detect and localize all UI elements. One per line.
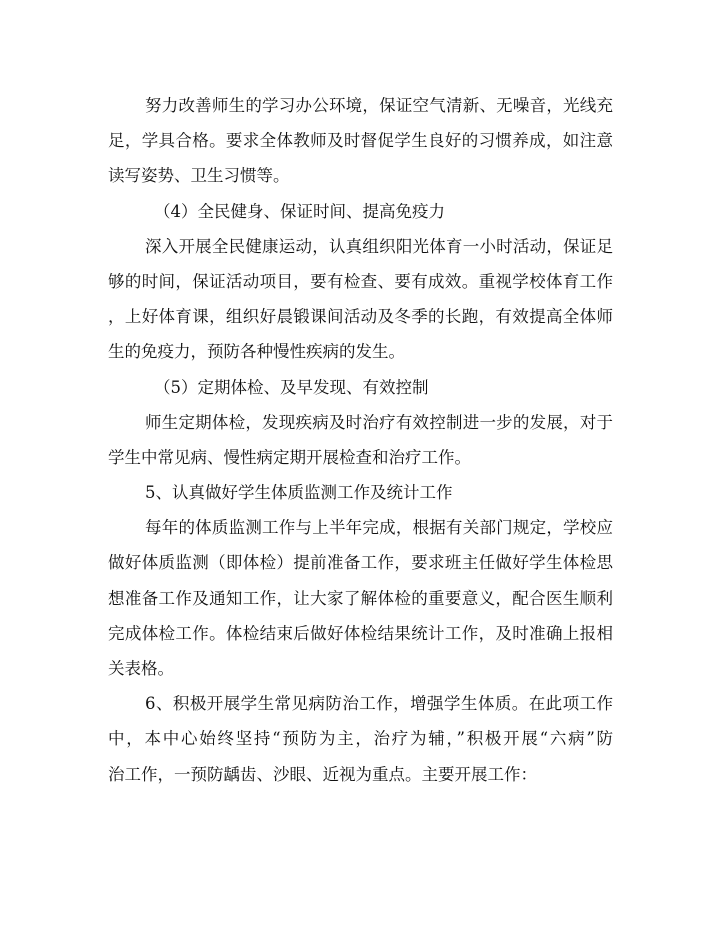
paragraph-fitness: [108, 229, 613, 370]
paragraph-disease-prevention: [108, 686, 613, 792]
heading-monitoring: [108, 475, 613, 510]
text-line: 想准备工作及通知工作，让大家了解体检的重要意义，配合医生顺利: [108, 588, 613, 608]
subheading-text: （5）定期体检、及早发现、有效控制: [154, 377, 429, 397]
heading-text: 5、认真做好学生体质监测工作及统计工作: [145, 483, 453, 503]
text-line: 6、积极开展学生常见病防治工作，增强学生体质。在此项工作: [145, 694, 613, 714]
paragraph-environment: [108, 88, 613, 194]
text-line: 治工作，一预防龋齿、沙眼、近视为重点。主要开展工作：: [108, 764, 537, 784]
text-line: 读写姿势、卫生习惯等。: [108, 166, 290, 186]
text-line: 够的时间，保证活动项目，要有检查、要有成效。重视学校体育工作: [108, 271, 613, 291]
text-line: 足，学具合格。要求全体教师及时督促学生良好的习惯养成，如注意: [108, 131, 613, 151]
text-line: 生的免疫力，预防各种慢性疾病的发生。: [108, 342, 405, 362]
text-line: 深入开展全民健康运动，认真组织阳光体育一小时活动，保证足: [145, 236, 613, 256]
document-body: [108, 88, 613, 792]
subheading-fitness: [108, 194, 613, 229]
text-line: 每年的体质监测工作与上半年完成，根据有关部门规定，学校应: [145, 518, 613, 538]
text-line: 师生定期体检，发现疾病及时治疗有效控制进一步的发展，对于: [145, 412, 613, 432]
text-line: 关表格。: [108, 659, 174, 678]
text-line: 完成体检工作。体检结束后做好体检结果统计工作，及时准确上报相: [108, 623, 613, 643]
text-line: 学生中常见病、慢性病定期开展检查和治疗工作。: [108, 447, 471, 467]
subheading-checkup: [108, 370, 613, 405]
text-line: 努力改善师生的学习办公环境，保证空气清新、无噪音，光线充: [145, 96, 613, 115]
text-line: 中，本中心始终坚持“预防为主，治疗为辅，”积极开展“六病”防: [108, 729, 613, 749]
text-line: 做好体质监测（即体检）提前准备工作，要求班主任做好学生体检思: [108, 553, 613, 573]
subheading-text: （4）全民健身、保证时间、提高免疫力: [154, 201, 445, 221]
paragraph-monitoring: [108, 510, 613, 686]
text-line: ，上好体育课，组织好晨锻课间活动及冬季的长跑，有效提高全体师: [108, 307, 613, 327]
paragraph-checkup: [108, 405, 613, 475]
